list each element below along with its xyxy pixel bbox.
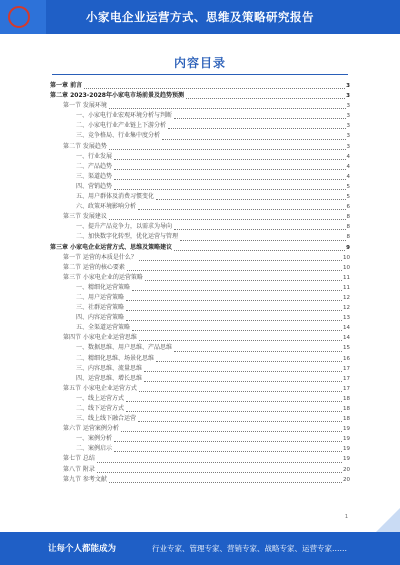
toc-leader-dots: [174, 351, 342, 352]
toc-entry[interactable]: [50, 111, 350, 121]
toc-entry-label: 第二节 发展趋势: [63, 142, 107, 150]
toc-entry-label: 三、渠道趋势: [76, 172, 113, 180]
toc-entry-page: 15: [343, 345, 350, 352]
toc-entry-page: 10: [343, 254, 350, 261]
toc-entry-label: 一、线上运营方式: [76, 394, 125, 402]
toc-entry-label: 一、案例分析: [76, 435, 113, 443]
toc-entry-label: 第三节 小家电企业的运营策略: [63, 273, 143, 281]
toc-entry-page: 8: [346, 234, 350, 241]
toc-entry-page: 12: [343, 305, 350, 312]
toc-entry-page: 20: [343, 476, 350, 483]
toc-leader-dots: [139, 260, 342, 261]
toc-entry-label: 一、行业发展: [76, 152, 113, 160]
toc-entry[interactable]: [50, 444, 350, 454]
header-title: 小家电企业运营方式、思维及策略研究报告: [86, 10, 314, 24]
toc-leader-dots: [138, 209, 345, 210]
toc-leader-dots: [174, 229, 345, 230]
toc-entry[interactable]: [50, 121, 350, 131]
toc-entry-label: 第一节 发展环境: [63, 102, 107, 110]
toc-entry-label: 五、全渠道运营策略: [76, 324, 131, 332]
toc-entry-page: 17: [343, 385, 350, 392]
toc-leader-dots: [114, 451, 342, 452]
corner-decoration: [376, 508, 400, 532]
toc-leader-dots: [174, 250, 345, 251]
toc-entry[interactable]: [50, 323, 350, 333]
toc-entry-label: 第四节 小家电企业运营思维: [63, 334, 137, 342]
toc-leader-dots: [114, 179, 345, 180]
toc-entry[interactable]: [50, 131, 350, 141]
toc-entry-label: 第九节 参考文献: [63, 475, 107, 483]
toc-entry-page: 14: [343, 335, 350, 342]
toc-leader-dots: [186, 98, 345, 99]
toc-leader-dots: [139, 340, 342, 341]
toc-entry[interactable]: [50, 354, 350, 364]
toc-entry[interactable]: [50, 172, 350, 182]
toc-entry[interactable]: [50, 273, 350, 283]
toc-entry-page: 18: [343, 395, 350, 402]
toc-entry-page: 3: [346, 143, 350, 150]
toc-entry[interactable]: [50, 212, 350, 222]
toc-entry-label: 四、运营思维、增长思维: [76, 374, 143, 382]
toc-entry-page: 14: [343, 325, 350, 332]
toc-leader-dots: [132, 290, 342, 291]
toc-entry[interactable]: [50, 374, 350, 384]
toc-entry-label: 三、竞争格局、行业集中度分析: [76, 132, 161, 140]
toc-entry[interactable]: [50, 91, 350, 101]
toc-entry-page: 12: [343, 294, 350, 301]
toc-entry[interactable]: [50, 253, 350, 263]
toc-entry[interactable]: [50, 243, 350, 253]
toc-leader-dots: [126, 401, 342, 402]
toc-entry-page: 3: [346, 123, 350, 130]
toc-leader-dots: [109, 149, 346, 150]
toc-entry[interactable]: [50, 434, 350, 444]
toc-entry-label: 六、政策环境影响分析: [76, 203, 137, 211]
toc-entry[interactable]: [50, 384, 350, 394]
toc-entry-page: 5: [346, 183, 350, 190]
toc-entry-page: 5: [346, 194, 350, 201]
toc-entry-label: 第三章 小家电企业运营方式、思维及策略建议: [50, 243, 173, 251]
toc-entry-page: 19: [343, 436, 350, 443]
toc-entry[interactable]: [50, 142, 350, 152]
toc-entry-page: 3: [346, 93, 350, 100]
toc-leader-dots: [144, 381, 342, 382]
toc-leader-dots: [127, 270, 342, 271]
toc-entry-label: 三、线上线下融合运营: [76, 415, 137, 423]
toc-leader-dots: [139, 391, 342, 392]
footer-bar: [0, 532, 400, 565]
toc-entry[interactable]: [50, 81, 350, 91]
toc-entry[interactable]: [50, 152, 350, 162]
toc-leader-dots: [109, 108, 346, 109]
toc-entry[interactable]: [50, 182, 350, 192]
toc-leader-dots: [84, 88, 345, 89]
toc-heading: 内容目录: [173, 56, 226, 70]
toc-entry[interactable]: [50, 293, 350, 303]
toc-leader-dots: [156, 361, 342, 362]
toc-entry-label: 第一章 前言: [50, 82, 83, 89]
toc-entry[interactable]: [50, 404, 350, 414]
toc-entry[interactable]: [50, 192, 350, 202]
toc-entry-page: 4: [346, 173, 350, 180]
toc-entry[interactable]: [50, 101, 350, 111]
toc-leader-dots: [132, 330, 342, 331]
toc-entry[interactable]: [50, 162, 350, 172]
toc-entry-label: 四、内容运营策略: [76, 314, 125, 322]
toc-entry-page: 10: [343, 264, 350, 271]
toc-entry[interactable]: [50, 465, 350, 475]
toc-entry-label: 二、精细化思维、场景化思维: [76, 354, 155, 362]
toc-entry[interactable]: [50, 475, 350, 485]
footer-tagline: 行业专家、管理专家、营销专家、战略专家、运营专家……: [152, 544, 347, 553]
page-number: 1: [344, 514, 348, 520]
toc-entry-page: 20: [343, 466, 350, 473]
table-of-contents: [50, 81, 350, 485]
toc-entry[interactable]: [50, 303, 350, 313]
toc-entry-label: 一、数据思维、用户思维、产品思维: [76, 344, 173, 352]
toc-entry-page: 16: [343, 355, 350, 362]
toc-entry-page: 4: [346, 153, 350, 160]
toc-leader-dots: [109, 219, 346, 220]
toc-entry-label: 三、内容思维、流量思维: [76, 364, 143, 372]
footer-slogan: 让每个人都能成为: [48, 544, 117, 554]
toc-entry-page: 11: [343, 284, 350, 291]
toc-entry-label: 一、小家电行业宏观环境分析与判断: [76, 112, 173, 120]
toc-leader-dots: [126, 310, 342, 311]
toc-entry-page: 19: [343, 426, 350, 433]
toc-entry-page: 4: [346, 163, 350, 170]
toc-entry-page: 8: [346, 224, 350, 231]
toc-leader-dots: [168, 128, 345, 129]
toc-leader-dots: [109, 482, 342, 483]
toc-entry[interactable]: [50, 232, 350, 242]
toc-entry-label: 五、用户群体及消费习惯变化: [76, 193, 155, 201]
toc-entry[interactable]: [50, 333, 350, 343]
toc-leader-dots: [97, 472, 342, 473]
toc-entry-label: 第二章 2023-2028年小家电市场前景及趋势预测: [50, 92, 184, 100]
header-bar: [0, 0, 400, 34]
toc-entry-label: 第二节 运营的核心要素: [63, 263, 125, 271]
toc-entry-label: 二、加快数字化转型，优化运营与管理: [76, 233, 179, 241]
toc-entry-label: 第五节 小家电企业运营方式: [63, 384, 137, 392]
toc-leader-dots: [126, 320, 342, 321]
toc-leader-dots: [156, 199, 345, 200]
toc-entry-page: 3: [346, 103, 350, 110]
toc-entry-page: 17: [343, 375, 350, 382]
toc-entry-page: 17: [343, 365, 350, 372]
toc-entry[interactable]: [50, 283, 350, 293]
toc-entry-page: 13: [343, 315, 350, 322]
toc-leader-dots: [145, 280, 342, 281]
toc-entry[interactable]: [50, 202, 350, 212]
toc-entry[interactable]: [50, 424, 350, 434]
toc-leader-dots: [180, 240, 345, 241]
toc-leader-dots: [114, 159, 345, 160]
toc-entry-page: 19: [343, 446, 350, 453]
toc-entry-label: 二、产品趋势: [76, 162, 113, 170]
toc-entry-label: 第一节 运营的本质是什么？: [63, 253, 137, 261]
toc-leader-dots: [126, 300, 342, 301]
toc-entry-label: 二、案例启示: [76, 445, 113, 453]
toc-entry-page: 9: [346, 244, 350, 251]
toc-leader-dots: [114, 441, 342, 442]
toc-entry-label: 四、营销趋势: [76, 182, 113, 190]
toc-leader-dots: [138, 421, 342, 422]
toc-leader-dots: [97, 462, 342, 463]
toc-entry-page: 3: [346, 113, 350, 120]
toc-entry[interactable]: [50, 313, 350, 323]
toc-leader-dots: [126, 411, 342, 412]
toc-entry-page: 8: [346, 214, 350, 221]
toc-entry-label: 二、线下运营方式: [76, 405, 125, 412]
toc-entry-label: 一、提升产品竞争力，以需求为导向: [76, 223, 173, 231]
toc-entry-label: 第三节 发展建议: [63, 213, 107, 221]
toc-entry[interactable]: [50, 222, 350, 232]
toc-entry[interactable]: [50, 414, 350, 424]
toc-entry-label: 三、社群运营策略: [76, 304, 125, 312]
toc-entry-label: 第七节 总结: [63, 455, 95, 463]
toc-entry-label: 二、用户运营策略: [76, 293, 125, 301]
toc-leader-dots: [114, 189, 345, 190]
toc-leader-dots: [114, 169, 345, 170]
toc-divider: [52, 74, 348, 75]
toc-leader-dots: [174, 118, 345, 119]
toc-entry-label: 二、小家电行业产业链上下游分析: [76, 122, 167, 130]
toc-entry-label: 第六节 运营案例分析: [63, 425, 119, 433]
toc-entry[interactable]: [50, 364, 350, 374]
toc-entry[interactable]: [50, 343, 350, 353]
toc-leader-dots: [121, 431, 342, 432]
toc-entry-page: 3: [346, 83, 350, 89]
toc-entry[interactable]: [50, 394, 350, 404]
toc-entry-label: 一、精细化运营策略: [76, 283, 131, 291]
toc-entry-page: 18: [343, 406, 350, 412]
toc-leader-dots: [162, 139, 345, 140]
toc-entry[interactable]: [50, 263, 350, 273]
toc-leader-dots: [144, 371, 342, 372]
toc-entry-page: 11: [343, 274, 350, 281]
toc-entry[interactable]: [50, 454, 350, 464]
toc-entry-label: 第八节 附录: [63, 465, 95, 473]
toc-entry-page: 3: [346, 133, 350, 140]
toc-entry-page: 19: [343, 456, 350, 463]
toc-entry-page: 6: [346, 204, 350, 211]
toc-entry-page: 18: [343, 416, 350, 423]
